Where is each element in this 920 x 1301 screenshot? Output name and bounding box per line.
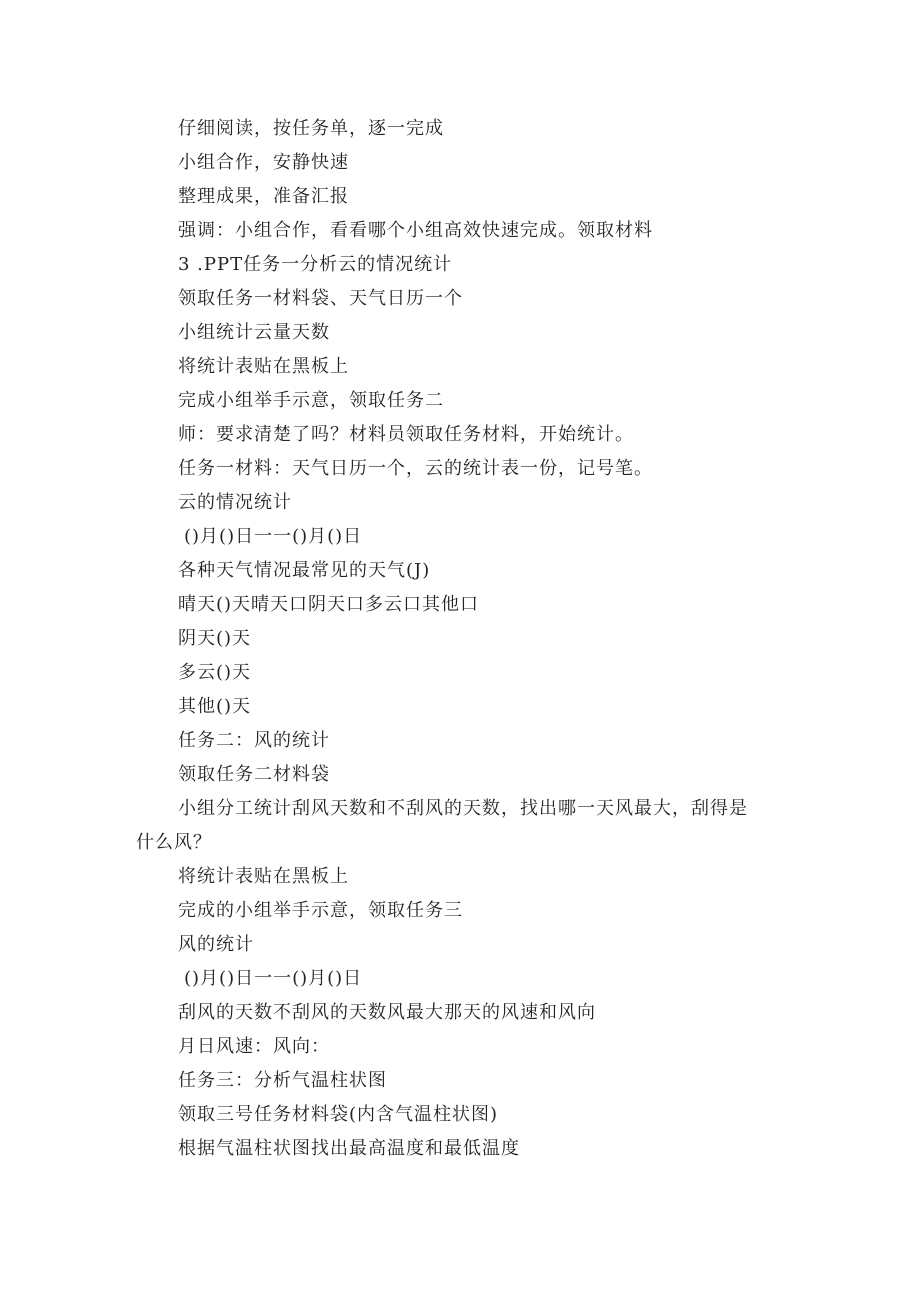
text-line: ()月()日一一()月()日 — [184, 526, 363, 547]
text-line: 各种天气情况最常见的天气(J) — [178, 560, 431, 581]
text-line: 小组统计云量天数 — [178, 322, 330, 343]
text-line: 强调：小组合作，看看哪个小组高效快速完成。领取材料 — [178, 220, 653, 241]
text-line: 3 .PPT任务一分析云的情况统计 — [178, 254, 453, 275]
text-line: 根据气温柱状图找出最高温度和最低温度 — [178, 1138, 520, 1159]
text-line: 小组合作，安静快速 — [178, 152, 349, 173]
text-line: 将统计表贴在黑板上 — [178, 356, 349, 377]
text-line: 刮风的天数不刮风的天数风最大那天的风速和风向 — [178, 1002, 596, 1023]
text-line: 阴天()天 — [178, 628, 252, 649]
text-line: 领取三号任务材料袋(内含气温柱状图) — [178, 1104, 499, 1125]
text-line: 月日风速：风向： — [178, 1036, 330, 1057]
text-line-continuation: 什么风？ — [136, 832, 212, 853]
text-line: 小组分工统计刮风天数和不刮风的天数，找出哪一天风最大，刮得是 — [178, 798, 748, 819]
text-line: 仔细阅读，按任务单，逐一完成 — [178, 118, 444, 139]
text-line: 将统计表贴在黑板上 — [178, 866, 349, 887]
text-line: 多云()天 — [178, 662, 252, 683]
text-line: 其他()天 — [178, 696, 252, 717]
text-line: 云的情况统计 — [178, 492, 292, 513]
text-line: 领取任务一材料袋、天气日历一个 — [178, 288, 463, 309]
text-line: 风的统计 — [178, 934, 254, 955]
text-line: 任务三：分析气温柱状图 — [178, 1070, 387, 1091]
text-line: 完成小组举手示意，领取任务二 — [178, 390, 444, 411]
document-body — [136, 112, 818, 1166]
text-line: 师：要求清楚了吗？材料员领取任务材料，开始统计。 — [178, 424, 634, 445]
text-line: 任务一材料：天气日历一个，云的统计表一份，记号笔。 — [178, 458, 653, 479]
text-line: 整理成果，准备汇报 — [178, 186, 349, 207]
text-line: 晴天()天晴天口阴天口多云口其他口 — [178, 594, 480, 615]
text-line: 领取任务二材料袋 — [178, 764, 330, 785]
text-line: ()月()日一一()月()日 — [184, 968, 363, 989]
text-line: 完成的小组举手示意，领取任务三 — [178, 900, 463, 921]
text-line: 任务二：风的统计 — [178, 730, 330, 751]
